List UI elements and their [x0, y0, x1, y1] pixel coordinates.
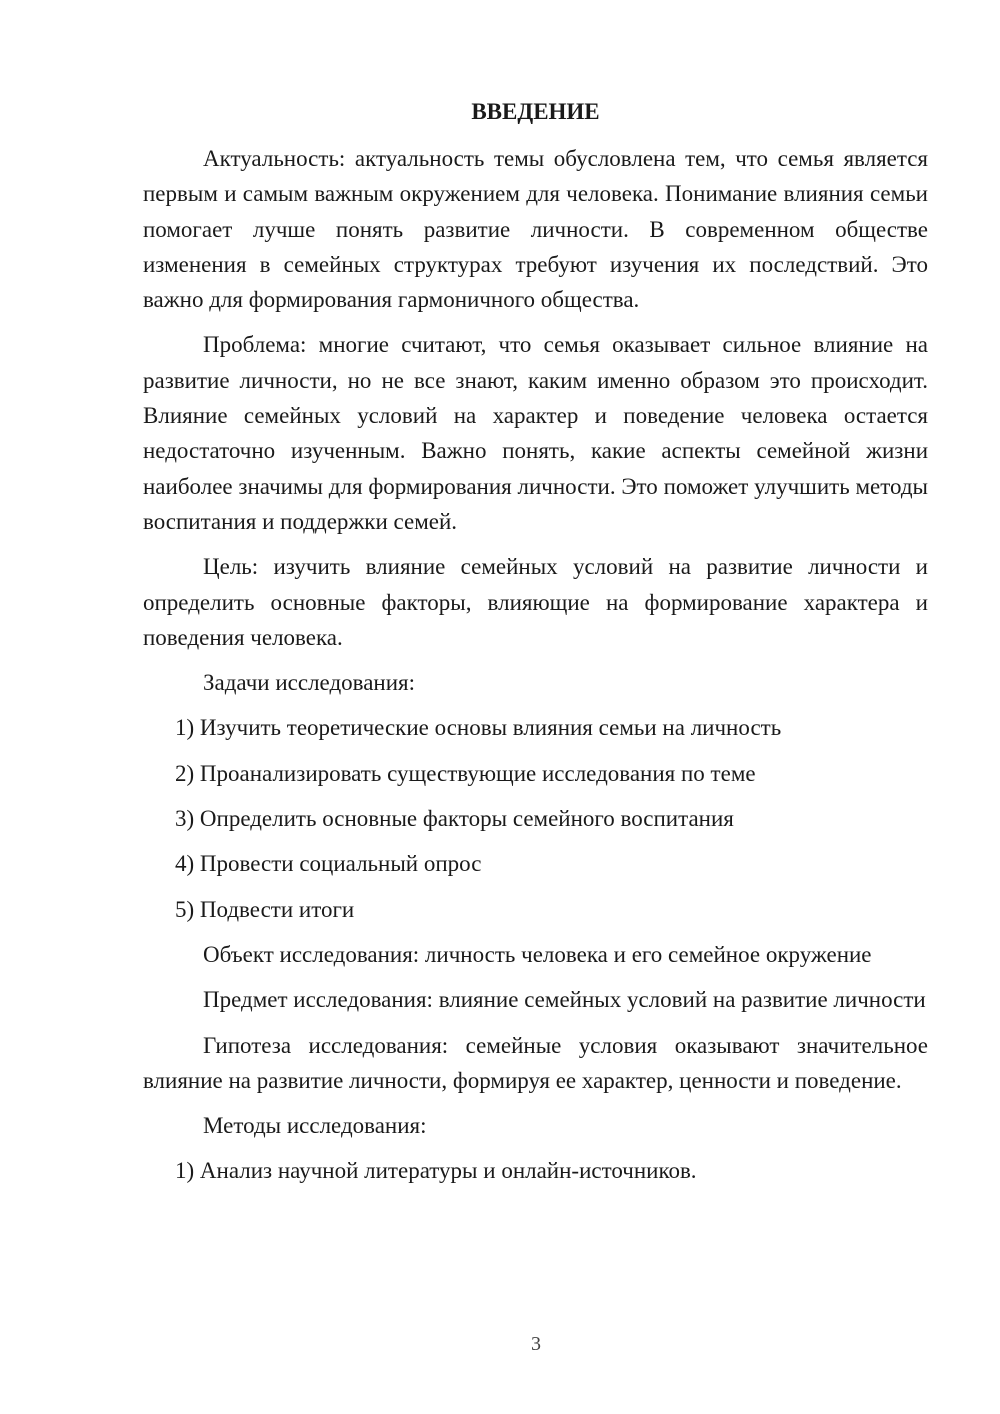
task-item-5: 5) Подвести итоги: [175, 896, 355, 922]
page-number: 3: [531, 1333, 541, 1355]
method-item-1: 1) Анализ научной литературы и онлайн-источников.: [175, 1158, 697, 1184]
subject-paragraph: Предмет исследования: влияние семейных условий на развитие личности: [203, 987, 926, 1013]
task-item-3: 3) Определить основные факторы семейного воспитания: [175, 806, 734, 832]
page-content: [143, 94, 928, 1199]
methods-heading: Методы исследования:: [203, 1113, 427, 1139]
hypothesis-paragraph: Гипотеза исследования: семейные условия оказывают значительное влияние на развитие личности, формируя ее характер, ценности и поведение.: [143, 1032, 928, 1093]
section-title: ВВЕДЕНИЕ: [471, 99, 600, 124]
goal-paragraph: Цель: изучить влияние семейных условий на развитие личности и определить основные факторы, влияющие на формирование характера и поведения человека.: [143, 554, 928, 650]
relevance-paragraph: Актуальность: актуальность темы обусловлена тем, что семья является первым и самым важным окружением для человека. Понимание влияния семьи помогает лучше понять развитие личности. В современном обществе изменения в семейных структурах требуют изучения их последствий. Это важно для формирования гармоничного общества.: [143, 146, 928, 313]
tasks-heading: Задачи исследования:: [203, 670, 416, 696]
task-item-1: 1) Изучить теоретические основы влияния семьи на личность: [175, 715, 782, 741]
task-item-2: 2) Проанализировать существующие исследования по теме: [175, 760, 756, 786]
problem-paragraph: Проблема: многие считают, что семья оказывает сильное влияние на развитие личности, но не все знают, каким именно образом это происходит. Влияние семейных условий на характер и поведение человека остается недостаточно изученным. Важно понять, какие аспекты семейной жизни наиболее значимы для формирования личности. Это поможет улучшить методы воспитания и поддержки семей.: [143, 332, 928, 534]
task-item-4: 4) Провести социальный опрос: [175, 851, 482, 877]
object-line: Объект исследования: личность человека и его семейное окружение: [203, 941, 872, 967]
